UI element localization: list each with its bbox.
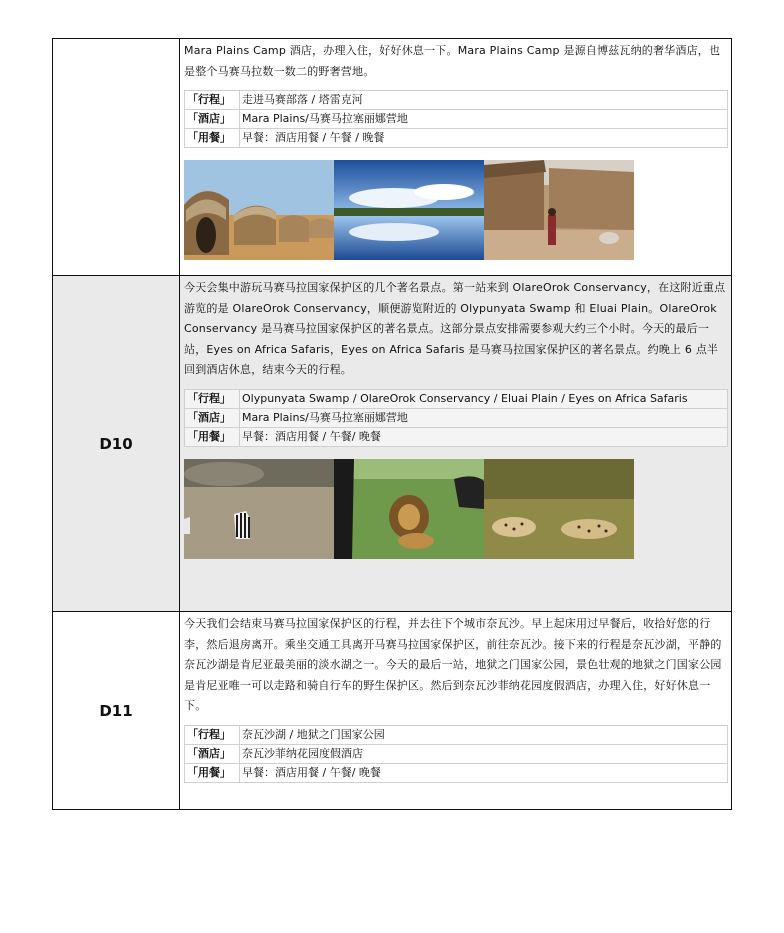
- itinerary-page: [52, 38, 732, 810]
- maasai-village-photo: [484, 160, 634, 260]
- info-label: 「行程」: [185, 91, 240, 110]
- itinerary-row: [53, 276, 732, 612]
- info-label: 「酒店」: [185, 744, 240, 763]
- info-label: 「行程」: [185, 725, 240, 744]
- day-description: Mara Plains Camp 酒店，办理入住，好好休息一下。Mara Plains Camp 是源自博兹瓦纳的奢华酒店，也是整个马赛马拉数一数二的野奢营地。: [184, 44, 721, 78]
- itinerary-row: [53, 612, 732, 810]
- info-row: [185, 389, 728, 408]
- info-row: [185, 110, 728, 129]
- info-table: [184, 389, 728, 447]
- info-value: 早餐：酒店用餐 / 午餐/ 晚餐: [240, 763, 728, 782]
- mud-huts-photo: [184, 160, 334, 260]
- info-value: 早餐：酒店用餐 / 午餐 / 晚餐: [240, 129, 728, 148]
- content-cell: [180, 612, 732, 810]
- info-table: [184, 725, 728, 783]
- info-row: [185, 129, 728, 148]
- info-value: Mara Plains/马赛马拉塞丽娜营地: [240, 408, 728, 427]
- info-value: 走进马赛部落 / 塔雷克河: [240, 91, 728, 110]
- info-label: 「酒店」: [185, 110, 240, 129]
- info-row: [185, 91, 728, 110]
- info-label: 「用餐」: [185, 763, 240, 782]
- lake-reflection-photo: [334, 160, 484, 260]
- info-table: [184, 90, 728, 148]
- content-cell: [180, 276, 732, 612]
- zebra-river-photo: [184, 459, 334, 559]
- photo-strip: [184, 459, 727, 559]
- day-description: 今天会集中游玩马赛马拉国家保护区的几个著名景点。第一站来到 OlareOrok Conservancy，在这附近重点游览的是 OlareOrok Conservancy，顺便游览附近的 Olypunyata Swamp 和 Eluai Plain。OlareOrok Conservancy 是马赛马拉国家保护区的著名景点。这部分景点安排需要参观大约三个小时。今天的最后一站，Eyes on Africa Safaris，Eyes on Africa Safaris 是马赛马拉国家保护区的著名景点。约晚上 6 点半回到酒店休息，结束今天的行程。: [184, 281, 726, 376]
- info-label: 「用餐」: [185, 129, 240, 148]
- day-cell: D10: [53, 276, 180, 612]
- info-label: 「行程」: [185, 389, 240, 408]
- photo-strip: [184, 160, 727, 260]
- info-row: [185, 744, 728, 763]
- info-value: 奈瓦沙菲纳花园度假酒店: [240, 744, 728, 763]
- info-label: 「用餐」: [185, 427, 240, 446]
- info-value: 早餐：酒店用餐 / 午餐/ 晚餐: [240, 427, 728, 446]
- cheetahs-photo: [484, 459, 634, 559]
- itinerary-table: [52, 38, 732, 810]
- day-cell: D11: [53, 612, 180, 810]
- info-label: 「酒店」: [185, 408, 240, 427]
- itinerary-row: [53, 39, 732, 276]
- day-description: 今天我们会结束马赛马拉国家保护区的行程，并去往下个城市奈瓦沙。早上起床用过早餐后，收拾好您的行李，然后退房离开。乘坐交通工具离开马赛马拉国家保护区，前往奈瓦沙。接下来的行程是奈瓦沙湖，平静的奈瓦沙湖是肯尼亚最美丽的淡水湖之一。今天的最后一站，地狱之门国家公园，景色壮观的地狱之门国家公园是肯尼亚唯一可以走路和骑自行车的野生保护区。然后到奈瓦沙菲纳花园度假酒店，办理入住，好好休息一下。: [184, 617, 722, 712]
- info-value: Mara Plains/马赛马拉塞丽娜营地: [240, 110, 728, 129]
- info-value: Olypunyata Swamp / OlareOrok Conservancy / Eluai Plain / Eyes on Africa Safaris: [240, 389, 728, 408]
- lion-photo: [334, 459, 484, 559]
- info-row: [185, 408, 728, 427]
- content-cell: [180, 39, 732, 276]
- day-cell: [53, 39, 180, 276]
- info-value: 奈瓦沙湖 / 地狱之门国家公园: [240, 725, 728, 744]
- info-row: [185, 427, 728, 446]
- info-row: [185, 763, 728, 782]
- info-row: [185, 725, 728, 744]
